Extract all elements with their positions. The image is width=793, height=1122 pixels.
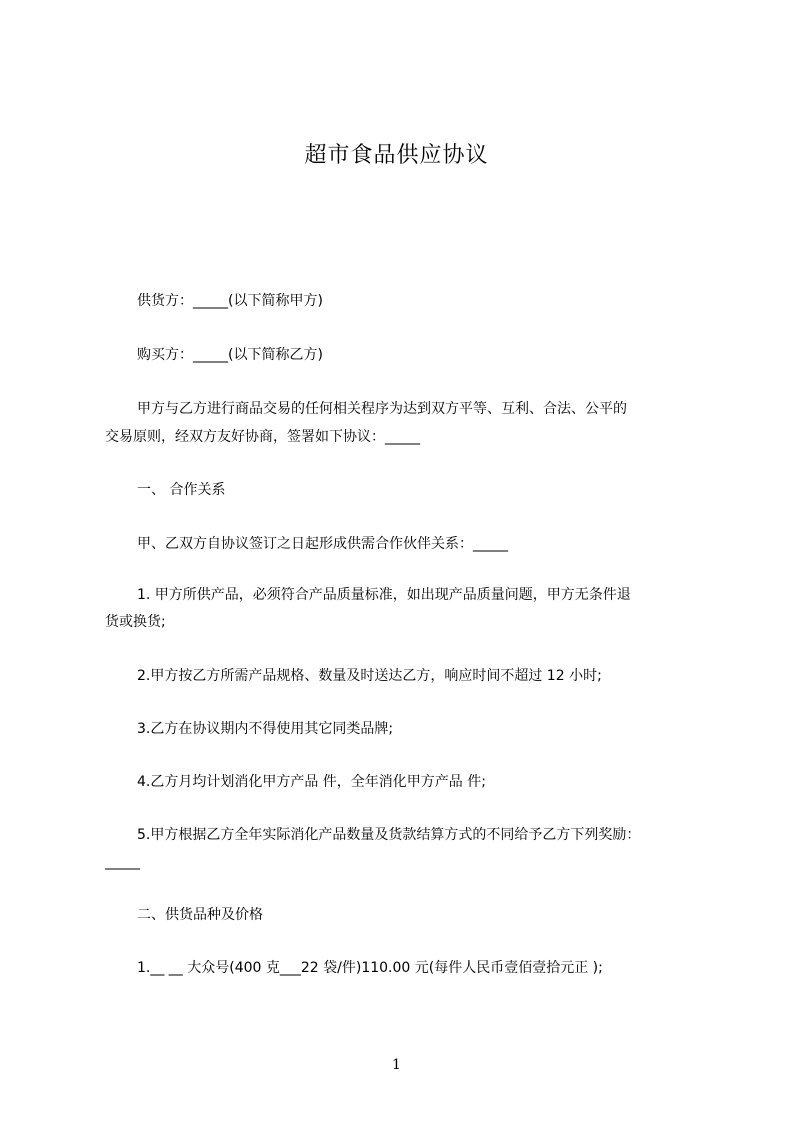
product-price-line: 1.__ __ 大众号(400 克___22 袋/件)110.00 元(每件人民币壹佰壹拾元正 ); (137, 960, 603, 976)
clause-2-line: 2.甲方按乙方所需产品规格、数量及时送达乙方，响应时间不超过 12 小时; (137, 668, 602, 684)
document-title: 超市食品供应协议 (304, 143, 489, 168)
preamble-line-2: 交易原则，经双方友好协商，签署如下协议：_____ (105, 429, 420, 445)
clause-4-line: 4.乙方月均计划消化甲方产品 件，全年消化甲方产品 件; (137, 774, 486, 790)
clause-5-line-2: _____ (105, 854, 140, 870)
supplier-line: 供货方：_____(以下简称甲方) (137, 293, 323, 309)
preamble-line-1: 甲方与乙方进行商品交易的任何相关程序为达到双方平等、互利、合法、公平的 (137, 401, 627, 417)
clause-5-line-1: 5.甲方根据乙方全年实际消化产品数量及货款结算方式的不同给予乙方下列奖励： (137, 827, 641, 843)
page-number: 1 (392, 1057, 401, 1073)
partnership-line: 甲、乙双方自协议签订之日起形成供需合作伙伴关系：_____ (137, 536, 508, 552)
section-one-heading: 一、 合作关系 (137, 482, 226, 498)
clause-3-line: 3.乙方在协议期内不得使用其它同类品牌; (137, 721, 394, 737)
buyer-line: 购买方：_____(以下简称乙方) (137, 347, 323, 363)
clause-1-line-1: 1. 甲方所供产品，必须符合产品质量标准，如出现产品质量问题，甲方无条件退 (137, 587, 631, 603)
section-two-heading: 二、供货品种及价格 (137, 907, 263, 923)
clause-1-line-2: 货或换货; (105, 614, 166, 630)
